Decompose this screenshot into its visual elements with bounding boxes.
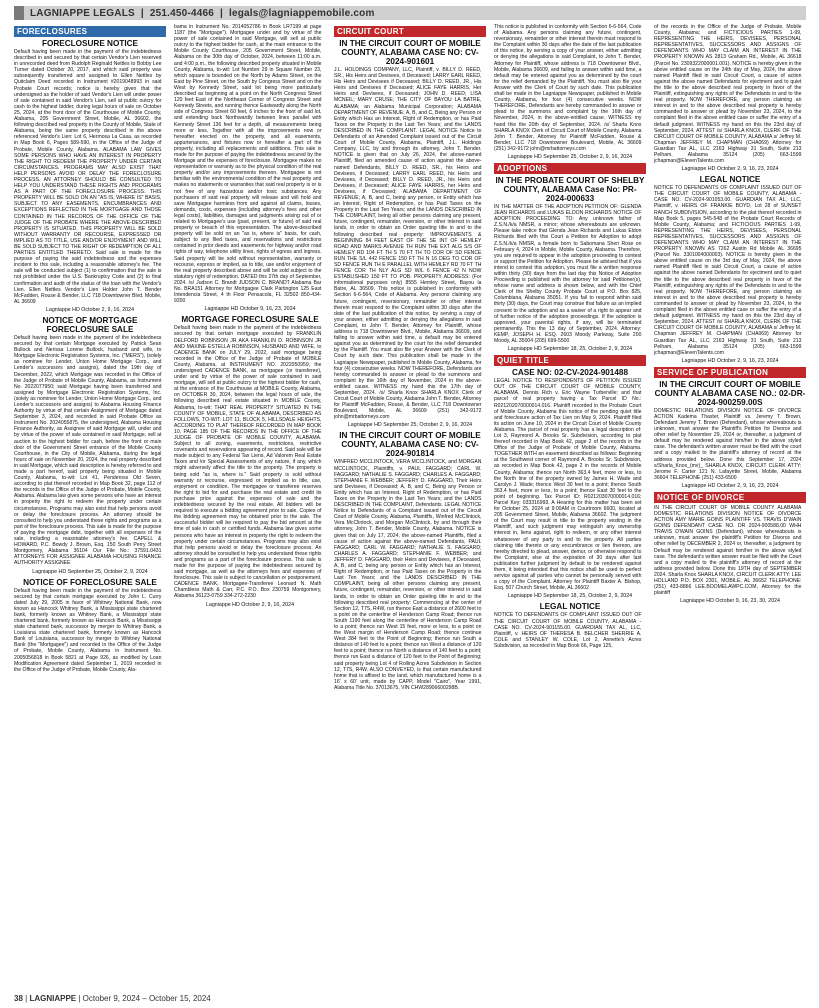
notice-title: NOTICE OF FORECLOSURE SALE: [23, 577, 157, 587]
notice-title: IN THE CIRCUIT COURT OF MOBILE COUNTY, ALABAMA CASE NO: CV-2024-901601: [339, 39, 481, 66]
page-header: [14, 6, 806, 20]
notice-title: IN THE PROBATE COURT OF SHELBY COUNTY, ALABAMA Case No: PR-2024-000633: [495, 175, 645, 203]
notice-body: Default having been made in the payment of the indebtedness secured by that certain Mortgage executed by Patrick Sean Bullock and Nerissa Lorene Bullock, husband and wife, to Mortgage Electronic Registration Systems, Inc. ("MERS"), (solely as nominee for Lender, Union Home Mortgage Corp., and Lender's successors and assigns), dated the 19th day of December, 2022, which Mortgage was recorded in the Office of the Judge of Probate of Mobile County, Alabama, as Instrument No. 2022077950; said Mortgage having been transferred and assigned by Mortgage Electronic Registration Systems, Inc. (solely as nominee for Lender, Union Home Mortgage Corp., and Lender's successors and assigns) to Alabama Housing Finance Authority by virtue of that certain Assignment of Mortgage dated September 3, 2024, and recorded in said Probate Office as Instrument No. 2024055875, the undersigned, Alabama Housing Finance Authority, as Assignee of said Mortgage will, under and by virtue of the power of sale contained in said Mortgage, sell at auction to the highest bidder for cash, before the front or main door of the Government Street entrance of the Mobile County Courthouse, in the City of Mobile, Alabama, during the legal hours of sale on November 20, 2024, the real property described in said Mortgage, which said description is hereby referred to and made a part hereof, said property being situated in Mobile County, Alabama, to-wit: Lot 41, Pendeross Old Seven, according to plat thereof recorded in Map Book 32, page 112 of the records in the Office of the Judge of Probate, Mobile County, Alabama. Alabama law gives some persons who have an interest in property the right to redeem the property under certain circumstances. Programs may also exist that help persons avoid or delay the foreclosure process. An attorney should be consulted to help you understand these rights and programs as a part of the foreclosure process. This sale is made for the purpose of paying the mortgage debt, together with all expenses of the sale, including a reasonable attorney's fee. CAPELL & HOWARD, P.C. Bowdy J. Brown, Esq. 150 South Perry Street Montgomery, Alabama 36104 Our File No.: 37591.0431 ATTORNEYS FOR ASSIGNEE ALABAMA HOUSING FINANCE AUTHORITY ASSIGNEE: [14, 334, 162, 567]
notice-body: Default having been made in the payment of the indebtedness secured by that certain mortgage executed by John L. Curry dated July 29, 2005 in favor of Whitney National Bank, now known as Hancock Whitney Bank, a Mississippi state chartered bank, formerly known as Whitney Bank, a Mississippi state chartered bank, formerly known as Hancock Bank, a Mississippi state chartered bank, successor by merger to Whitney Bank, a Louisiana state chartered bank, formerly known as Hancock Bank of Louisiana, successor by merger to Whitney National Bank (the "Mortgagee") and recorded in the Office of the Judge of Probate, Mobile County, Alabama in Instrument No. 2005056818 in Book 5821 at Page 926, as modified by Loan Modification Agreement dated September 1, 2019 recorded in the Office of the Judge of Probate, Mobile County, Ala-: [14, 587, 162, 673]
header-email: legals@lagniappemobile.com: [229, 7, 375, 19]
header-title: LAGNIAPPE LEGALS: [30, 7, 135, 19]
notice-body: of the records in the Office of the Judge of Probate, Mobile County, Alabama; and FICTICIOUS PARTIES 1-99, REPRESENTING THE HEIRS, DEVISEES, PERSONAL REPRESENTATIVES, SUCCESSORS AND ASSIGNS OF DEFENDANTS WHO MAY CLAIM AN INTEREST IN THE PROPERTY KNOWN AS 2813 Graham Rd., Mobile, AL 36618 (Parcel No. 2309322000001.001). NOTICE is hereby given in the above entitled cause on the 24th day of May, 2024, the above named Plaintiff filed in said Circuit Court, a cause of action against the above named Defendants for ejectment and to quiet the title to the above described real property in favor of the Plaintiff, extinguishing any rights of the Defendants in and to the real property. NOW THEREFORE, any person claiming an interest in and to the above described real property is hereby commanded to answer or plead by November 23, 2024, to the complaint filed in the above entitled case or suffer the entry of a default judgment. WITNESS my hand on this the 23rd day of September, 2024. ATTEST /s/ SHARLA KNOX, CLERK OF THE CIRCUIT COURT OF MOBILE COUNTY, ALABAMA s/ Jeffrey M. Chapman JEFFREY M. CHAPMAN (CHA069) Attorney for Guardian Tax AL, LLC 2163 Highway 31 South, Suite 213 Pelham, Alabama 35124 (205) 663-1599 jchapman@ElevenTalents.com: [654, 24, 802, 165]
publication-dates: Lagniappe HD September 25, October 2, 9, 16, 2024: [507, 153, 633, 160]
header-marker: [14, 6, 24, 20]
notice-title: CASE NO: 02-CV-2024-901488: [511, 368, 629, 378]
notice-body: Default having been made in the payment of the indebtedness secured by that certain mortgage executed by FRANKLIN DELFORD ROBINSON JR AKA FRANKLIN D. ROBINSON JR AND MAXINE ESTELLA ROBINSON, HUSBAND AND WIFE, to CADENCE BANK on JULY 29, 2022, said mortgage being recorded in the Office of the Judge of Probate of MOBILE County, Alabama, at INSTRUMENT NO. 2022050959, the undersigned CADENCE BANK, as mortgagee (or transferee), under and by virtue of the power of sale contained in said mortgage, will sell at public outcry to the highest bidder for cash, at the entrance of the Courthouse at MOBILE County, Alabama, on OCTOBER 30, 2024, between the legal hours of sale, the following described real estate situated in MOBILE County, Alabama, to-wit: THAT REAL PROPERTY SITUATED IN THE COUNTY OF MOBILE, STATE OF ALABAMA, DESCRIBED AS FOLLOWS, TO-WIT: LOT 11, BLOCK 5, HILLSDALE HEIGHTS, ACCORDING TO PLAT THEREOF RECORDED IN MAP BOOK 10, PAGE 185 OF THE RECORDS IN THE OFFICE OF THE JUDGE OF PROBATE OF MOBILE COUNTY, ALABAMA. Subject to all zoning, easements, restrictions, restrictive covenants and reservations appearing of record. Said sale will be made subject to any Federal Tax Liens, Ad Valorem Real Estate Taxes and /or Special Assessments of any nature, if any, which might adversely affect the title to the property. The property is being sold "as is, where is." Said property is sold without warranty or recourse, expressed or implied as to title, use, enjoyment or condition. The mortgagee or transferee reserves the right to bid for and purchase the real estate and credit its purchase price against the expenses of sale and the indebtedness secured by the real estate. All bidders will be required to execute a bidding agreement prior to sale. Copies of the bidding agreement may be obtained prior to the sale. The successful bidder will be required to pay the bid amount at the time of sale in cash or certified funds. Alabama law gives some persons who have an interest in property the right to redeem the property under certain circumstances. Programs may also exist that help persons avoid or delay the foreclosure process. An attorney should be consulted to help you understand these rights and programs as a part of the foreclosure process. This sale is made for the purpose of paying the indebtedness secured by said mortgage, as well as the attorneys fees and expenses of foreclosure. This sale is subject to cancellation or postponement. CADENCE BANK, Mortgagee-Transferee Leonard N. Math Chambless Math & Carr, P.C. P.O. Box 230759 Montgomery, Alabama 36123-0759 334-272-2230: [174, 325, 322, 600]
column-5: [654, 24, 806, 984]
issue-dates: October 9, 2024 – October 15, 2024: [82, 994, 211, 1003]
publication-dates: Lagniappe HD October 9, 16, 23, 2024: [204, 306, 296, 313]
header-phone: 251.450-4466: [149, 7, 214, 19]
page-footer: [14, 994, 211, 1003]
publication-dates: Lagniappe HD September 25, October 2, 9, 16, 2024: [347, 422, 473, 429]
footer-separator: |: [78, 994, 81, 1003]
column-4: [494, 24, 646, 984]
notice-body: WINFRED MCCLINTOCK, VERA MCCLINTOCK, and MORGAN MCCLINTOCK, Plaintiffs, v. PAUL FAGGARD; CARL W. FAGGARD; NATHALIE S. FAGGARD; CHARLES A. FAGGARD; STEPHANIE F. WEBBER; JEFFERY D. FAGGARD, Their Heirs and Devisees, if Deceased; A, B, and C, Being any Person or Entity which has an Interest, Right of Redemption, or has Paid Taxes on the Property in the Last Ten Years; and the LANDS DESCRIBED IN THE COMPLAINT, Defendants. LEGAL NOTICE Notice to Defendants of a Complaint issued out of the Circuit Court of Mobile County, Alabama, Plaintiffs, Winfred McClintock, Vera McClintock, and Morgan McClintock, by and through their attorney, John T. Bender, Mobile County, Alabama. NOTICE is given that on July 17, 2024, the above-named Plaintiffs, filed a cause of action against the above-named Defendants, PAUL FAGGARD; CARL W. FAGGARD; NATHALIE S. FAGGARD; CHARLES A. FAGGARD; STEPHANIE F. WEBBER; and JEFFERY D. FAGGARD, their Heirs and Devisees, if Deceased, A, B, and C, being any person or Entity which has an Interest, Right of Redemption, or has Paid Taxes on the Property in the Last Ten Years; and the LANDS DESCRIBED IN THE COMPLAINT, being all other persons claiming any present, future, contingent, remainder, reversion, or other interest in said lands, in order to obtain an Order quieting title in and to the following described real property: Commencing at the center of Section 12, T7S, R4W, run thence East a distance of 2600 feet to a point on the centerline of Henderson Camp Road; thence run South 1190 feet along the centerline of Henderson Camp Road to a point; thence run West 15 feet, more or less, to a point on the West margin of Henderson Camp Road; thence continue West 384 feet to the Point of Beginning; thence run South a distance of 140 feet to a point; thence run West a distance of 120 feet to a point; thence run North a distance of 140 feet to a point; thence run East a distance of 120 feet to the Point of Beginning; said property being Lot 4 of Rolling Acres Subdivision in Section 12, T7S, R4W. ALSO CONVEYED, is that certain manufactured home that is affixed to the land, which manufactured home is a 16' x 60' unit, made by CAPP, Model "Cairo", Year 1991, Alabama Title No. 37013675, VIN CHW28906600298B.: [334, 459, 482, 691]
notice-body: IN THE CIRCUIT COURT OF MOBILE COUNTY ALABAMA DOMESTIC RELATIONS DIVISION NOTICE OF DIVORCE ACTION AMY MARIE GOINS PLAINTIFF VS. TRAVIS D'WAIN GOINS DEFENDANT CASE NO. DR 2024-900588.00 WHH TRAVIS D'WAIN GOINS (Defendant), whose whereabouts is unknown, must answer the plaintiff's Petition for Divorce and other relief by DECEMBER 2, 2024 or, thereafter, a judgment by Default may be rendered against him/her in the above styled case. The defendant's written answer must be filed with the Court and a copy mailed to the plaintiff's attorney of record at the address provided below. Done this 19TH day of SEPTEMBER 2024. Sharla Knox SHARLA KNOX, CIRCUIT CLERK ATTY: LEE HOLLAND P.O. BOX 2301, MOBILE, AL 36652 TELEPHONE: (251) 433-8866 LEE.BOOMELAWPC.COM, Attorney for the plaintiff: [654, 504, 802, 597]
publication-dates: Lagniappe HD October 2, 9, 16, 23, 2024: [681, 357, 779, 364]
publication-dates: Lagniappe HD October 2, 9, 16, 23, 2024: [681, 166, 779, 173]
notice-title: LEGAL NOTICE: [699, 175, 761, 185]
notice-body: Default having been made in the payment of the indebtedness described in and secured by that certain Vendor's Lien reserved in unrecorded deed from Rudolph Reginald Nettles to Bobby Lee Turner dated October 20, 2017, and which said property was subsequently transferred and assigned to Ellen Nettles by Quitclaim Deed recorded in Instrument #2019048993 in said Probate Court records; notice is hereby given that the undersigned as the holder of said Vendor's Lien will under power of sale contained in said Vendor's Lien, sell at public outcry for cash to the highest bidder, during legal hours of sale on October 25, 2024, at the front door of the Courthouse of Mobile County, Alabama, 205 Government Street, Mobile, AL 36602, the following described real property in the County of Mobile, State of Alabama, being the same property described in the above referenced Vendor's Lien: Lot 6, Hermosa La Casa, as recorded in Map Book 6, Pages 589-590, in the Office of the Judge of Probate, Mobile County, Alabama. ALABAMA LAW GIVES SOME PERSONS WHO HAVE AN INTEREST IN PROPERTY THE RIGHT TO REDEEM THE PROPERTY UNDER CERTAIN CIRCUMSTANCES. PROGRAMS MAY ALSO EXIST THAT HELP PERSONS AVOID OR DELAY THE FORECLOSURE PROCESS. AN ATTORNEY SHOULD BE CONSULTED TO HELP YOU UNDERSTAND THESE RIGHTS AND PROGRAMS AS A PART OF THE FORECLOSURE PROCESS. THIS PROPERTY WILL BE SOLD ON AN "AS IS, WHERE IS" BASIS, SUBJECT TO ANY EASEMENTS, ENCUMBRANCES AND EXCEPTIONS REFLECTED IN THE MORTGAGE AND THOSE CONTAINED IN THE RECORDS OF THE OFFICE OF THE JUDGE OF THE PROBATE WHERE THE ABOVE-DESCRIBED PROPERTY IS SITUATED. THIS PROPERTY WILL BE SOLD WITHOUT WARRANTY OR RECOURSE, EXPRESSED OR IMPLIED AS TO TITLE, USE AND/OR ENJOYMENT AND WILL BE SOLD SUBJECT TO THE RIGHT OF REDEMPTION OF ALL PARTIES ENTITLED THERETO. Said sale is made for the purpose of paying the said indebtedness and the expenses incident to this sale, including a reasonable attorney's fee. The sale will be conducted subject (1) to confirmation that the sale is not prohibited under the U.S. Bankruptcy Code and (2) to final confirmation and audit of the status of the loan with the Vendor's Lien. Ellen Nettles Vendor's Lien Holder John T. Bender McFadden, Rouse & Bender, LLC 718 Downtowner Blvd. Mobile, AL 36609: [14, 49, 162, 305]
publication-dates: Lagniappe HD September 18, 25, October 2, 9, 2024: [507, 593, 633, 600]
publication-dates: Lagniappe HD October 2, 9, 16, 23, 2024: [681, 482, 779, 489]
notice-title: IN THE CIRCUIT COURT OF MOBILE COUNTY, ALABAMA CASE NO: CV-2024-901814: [339, 431, 481, 459]
column-3: [334, 24, 486, 984]
column-2: [174, 24, 326, 984]
notice-body: DOMESTIC RELATIONS DIVISION NOTICE OF DIVORCE ACTION Kadema Thaxter, Plaintiff vs. Jeremy T. Brown, Defendant Jeremy T. Brown (Defendant), whose whereabouts is unknown, must answer the Plaintiff's Petition for Divorce and other relief by November 29, 2024 or, thereafter, a judgment of default may be rendered against him/her in the above styled case. The defendant's written answer must be filed with the court and a copy mailed to the plaintiff's attorney of record at the address provided below. Done this September 17, 2024 s/Sharla_Knox_(mv)_ SHARLA KNOX, CIRCUIT CLERK ATTY: Jerome F. Carter 121 N. Lafayette Street, Mobile, Alabama 36604 TELEPHONE (251) 433-6500: [654, 407, 802, 481]
publication-dates: Lagniappe HD September 25, October 2, 9, 2024: [32, 568, 148, 575]
notice-body: NOTICE TO DEFENDANTS OF COMPLAINT ISSUED OUT OF THE CIRCUIT COURT OF MOBILE COUNTY, ALABAMA - CASE NO. CV-2024-901155.00. GUARDIAN TAX AL, LLC, Plaintiff, v. HEIRS OF THERESA B. BELCHER SHERRIE A. COLE and STANLEY W. COLE, Lot 2, Annette's Acres Subdivision, as recorded in Map Book 66, Page 125,: [494, 612, 642, 649]
notice-body: This notice is published in conformity with Section 6-6-564, Code of Alabama. Any persons claiming any future, contingent, reversionary, remainder or other interest therein must respond to the Complaint within 30 days after the date of the last publication of this notice, by serving a copy of your answer, either admitting or denying the allegations in said Complaint, to John T. Bender, Attorney for Plaintiff, whose address is 718 Downtowner Blvd., Mobile, Alabama 36609, and failing to answer within said time, a default may be entered against you as determined by the court for the relief demanded by the Plaintiff. You must also file your Answer with the Clerk of Court by such date. This publication shall be made in the Lagniappe Newspaper, published in Mobile County, Alabama, for four (4) consecutive weeks. NOW THEREFORE, Defendants are hereby commanded to answer or plead to the summons and complaint by the 16th day of November, 2024, in the above-entitled cause. WITNESS my hand this the 20th day of September, 2024. /s/ Sharla Knox SHARLA KNOX Clerk of Circuit Court of Mobile County, Alabama John T. Bender, Attorney for Plaintiff McFadden, Rouse & Bender, LLC 718 Downtowner Boulevard, Mobile, AL 36609 (251) 342-9172 john@mrbattorneys.com: [494, 24, 642, 152]
publication-dates: Lagniappe HD October 2, 9, 16, 2024: [45, 306, 135, 313]
section-header: ADOPTIONS: [494, 163, 646, 174]
publication-dates: Lagniappe HD October 2, 9, 16, 2024: [205, 601, 295, 608]
header-separator: |: [220, 7, 223, 19]
notice-title: IN THE CIRCUIT COURT OF MOBILE COUNTY ALABAMA CASE NO.: 02-DR-2024-900259.00S: [654, 379, 806, 407]
notice-title: LEGAL NOTICE: [539, 602, 601, 612]
section-header: NOTICE OF DIVORCE: [654, 492, 806, 503]
notice-body: J.L. HOLDINGS COMPANY, LLC, Plaintiff, v. BILLY D. REED, SR., His Heirs and Devisees, if Deceased; LARRY EARL REED, His Heirs and Devisees if Deceased; BILLY D. REED, JR., His Heirs and Devisees if Deceased; ALICE FAYE HARRIS, Her Heirs and Devisees, if Deceased; JOHN D. REED; LISA MCNEIL; MARY CRUSE; THE CITY OF BAYOU LA BATRE, ALABAMA; an Alabama Municipal Corporation; ALABAMA DEPARTMENT OF REVENUE; A, B, and C, Being any Person or Entity which Has an Interest, Right of Redemption, or has Paid Taxes on the Property in the Last Ten Years; and the LANDS DESCRIBED IN THE COMPLAINT. LEGAL NOTICE Notice to Defendants of an Amended Complaint issued out of the Circuit Court of Mobile County, Alabama, Plaintiff, J.L. Holdings Company, LLC, by and through its attorney, John T. Bender. NOTICE is given that on July 26, 2024, the above-named Plaintiff, filed an amended cause of action against the above-named Defendants, BILLY D. REED, SR., his Heirs and Devisees, if Deceased; LARRY EARL REED, his Heirs and Devisees, if Deceased; BILLY D. REED, JR., his Heirs and Devisees, if Deceased; ALICE FAYE HARRIS, her Heirs and Devisees, if Deceased; ALABAMA DEPARTMENT OF REVENUE; A, B, and C, being any person, or Entity which has an Interest, Right of Redemption, or has Paid Taxes on the Property in the Last Ten Years; and the LANDS DESCRIBED IN THE COMPLAINT, being all other persons claiming any present, future, contingent, remainder, reversion, or other interest in said lands, in order to obtain an Order quieting title in and to the following described real property: IMPROVEMENTS & BEGINNING 84 FEET EAST OF THE SE INT OF HEMLEY ROAD AND MARKS AVENUE TH RUN THE EXT ALG S/S OF HEMLEY RD 104 FT TH S 70 FT TH TO COR OF SD FENCE RUN THE S/L 442 FENCE 150 FT TH N 16 DEG TO COR OF SD FENCE RUN TH E PARALLEL WITH HEMLEY RD 70 FT TH FENCE COR TH NLY ALG SD W/L 6 FENCE 42 N NOW ESTABLISHED 150 FT TO POB. PROPERTY ADDRESS: (For informational purposes only) 8555 Hemley Street, Bayou la Batre, AL 36509. This notice is published in conformity with Section 6-6-564, Code of Alabama. Any persons claiming any future, contingent, reversionary, remainder or other interest therein must respond to the Complaint within 30 days after the date of the last publication of this notice, by serving a copy of your answer, either admitting or denying the allegations in said Complaint, to John T. Bender, Attorney for Plaintiff, whose address is 718 Downtowner Blvd., Mobile, Alabama 36609, and failing to answer within said time, a default may be entered against you as determined by the court for the relief demanded by the Plaintiff. You must also file your Answer with the Clerk of Court by such date. This publication shall be made in the Lagniappe Newspaper, published in Mobile County, Alabama, for four (4) consecutive weeks. NOW THEREFORE, Defendants are hereby commanded to answer or plead to the summons and complaint by the 16th day of November, 2024 in the above-entitled cause. WITNESS my hand this the 17th day of September, 2024. /s/ Sharla Knox SHARLA KNOX Clerk of Circuit Court of Mobile County, Alabama John T. Bender, Attorney for Plaintiff McFadden, Rouse, & Bender, LLC 718 Downtowner Boulevard, Mobile, AL 36609 (251) 342-9172 john@mrbattorneys.com: [334, 67, 482, 421]
notice-body: LEGAL NOTICE TO RESPONDENTS OF PETITION ISSUED OUT OF THE CIRCUIT COURT OF MOBILE COUNTY, ALABAMA. Dennis Rich v. Eric Wayne Turberville; and that parcel of real property having a Tax Parcel ID No.: R021202070000014.016. Plaintiff recorded in the Probate Court of Mobile County, Alabama this notice of the pending quiet title and foreclosure action of Tax Lien on May 9, 2024. Plaintiff filed its action on June 10, 2024 in the Circuit Court of Mobile County Alabama. The parcel of real property has a legal description of: Lot 3, Raymond A. Brooks Sr. Subdivision, according to plat thereof recorded in Map Book 42, page 2 of the records in the Office of the Judge of Probate of Mobile County, Alabama. TOGETHER WITH an easement described as follows: Beginning at the Southwest corner of Raymond A. Brooks Sr. Subdivision, as recorded in Map Book 42, page 2 in the records of Mobile County, Alabama; thence run North 363.4 feet, more or less, to the North line of the property owned by James H. Wade and Carolyn J. Wade; thence West 30 feet to a point; thence South 363.4 feet, more or less, to a point; thence East 30 feet to the point of beginning. Tax Parcel ID: R021203070000014.016; Parcel Key: 033316993. A Hearing for this matter has been set for October 25, 2024 at 9:00AM in Courtroom 6600, located at 205 Government Street, Mobile, Alabama 36602. The judgment of the Court may result in title to the property vesting in the Plaintiff, and such judgment may extinguish any ownership interest in, liens against, right to redeem, or any other interest whatsoever of any party in and to the property. All parties claiming title thereto or any encumbrance or lien thereon, are hereby directed to plead, answer, demur, or otherwise respond to the Complaint, else at the expiration of 30 days after last publication further judgment by default to be rendered against them, it being intended that this notice shall be used to perfect service against all parties who cannot be personally served with a copy of the Complaint. Attorney for Plaintiff Baxter A. Bishop, Esq. 507 Church Street, Mobile, AL 36602: [494, 378, 642, 592]
section-header: SERVICE OF PUBLICATION: [654, 367, 806, 378]
section-header: FORECLOSURES: [14, 26, 166, 37]
publication-name: LAGNIAPPE: [29, 994, 77, 1003]
notice-body: bama in Instrument No. 2014052786 in Book LR7199 at page 1187 (the "Mortgage"). Mortgagee under and by virtue of the power of sale contained in said Mortgage, will sell at public outcry to the highest bidder for cash, at the main entrance to the Mobile County Courthouse, 205 Government Street, Mobile, Alabama on the 30th day of October, 2024, between 11:00 a.m. and 4:00 p.m., the following described property situated in Mobile County, Alabama, to-wit: Lot Number 29 in Square Number 23, which square is bounded on the North by Adams Street, on the East by Pine Street, on the South by Congress Street and on the West by Kennedy Street, said lot being more particularly described as beginning at a point on the North Congress Street 120 feet East of the Northeast Corner of Congress Street and Kennedy Streets, and running thence Eastwardly along the North side of Congress Street 60 feet, 6 inches to the front of said lot, and extending back Northwardly between lines parallel with Kennedy Street 136 feet for a depth, all measurements being more or less. Together with all the improvements now or hereafter erected on the property, and all easements, appurtenances, and fixtures now or hereafter a part of the property, including all replacements and additions. This sale is made for the purpose of paying the indebtedness secured by the Mortgage and the expenses of foreclosure. Mortgagee makes no representation or warranty as to the physical condition of the real property and/or any improvements thereon. Mortgagee is not familiar with the environmental condition of the real property and makes no statements or warranties that said real property is or is not free of any hazardous and/or toxic substances. Any purchasers of said real property will release and will hold and save Mortgagee harmless from and against all claims, losses, demands, costs, expenses (including attorney's fees and other legal costs), liabilities, damages and judgments arising out of or related to Mortgagee's use (past, present, or future) of said real property or breach of this representation. The above-described property will be sold on an "as is, where is" basis, for cash, subject to any filed taxes, and reservations and restrictions contained in prior deeds and easements for highway and/or road rights of way, telephone utility lines, rights of egress and ingress. Said property will be sold without representation, warranty or recourse, express or implied, as to title, use and/or enjoyment of the real property described above and will be sold subject to the statutory right of redemption. DATED this 27th day of September, 2024. /s/ Judson C. Brandt JUDSON C. BRANDT Alabama Bar No. BRA151 Attorney for Mortgagee Clark Partington 125 East Intendencia Street, 4 th Floor Pensacola, FL 32502 850-434-9200: [174, 24, 322, 305]
publication-dates: Lagniappe HD September 18, 25, October 2, 9, 2024: [507, 346, 633, 353]
notice-title: FORECLOSURE NOTICE: [42, 39, 138, 48]
publication-dates: Lagniappe HD October 9, 16, 23, 30, 2024: [680, 598, 780, 605]
notice-title: NOTICE OF MORTGAGE FORECLOSURE SALE: [42, 315, 138, 334]
section-header: QUIET TITLE: [494, 355, 646, 366]
header-separator: |: [140, 7, 144, 19]
notice-title: MORTGAGE FORECLOSURE SALE: [181, 315, 319, 325]
notice-body: IN THE MATTER OF THE ADOPTION PETITION OF: GLENDA JEAN RICHARDS and LUKAS ELDON RICHARDS NOTICE OF ADOPTION PROCEEDING TO: Any unknown father of Z.S.N./k/a NMSR, a minor; whose whereabouts are unknown. Please take notice that Glenda Jean Richards and Lukas Eldon Richards filed with this Court a Petition for Adoption to adopt Z.S.N./k/a NMSR, a female born to Sabomana Sheri Rose on February 4, 2024 in Mobile, Mobile County, Alabama. Therefore, you are required to appear in the adoption proceeding to contest or support the Petition for Adoption. Please be advised that if you intend to contest this adoption, you must file a written response within thirty (30) days from the last day this Notice of Adoption Proceeding is published with the attorney for said Petitioner(s), whose name and address is shown below, and with the Chief Clerk of the Shelby County Probate Court at P.O. Box 825, Columbiana, Alabama 35051. If you fail to respond within said thirty (30) days, the Court may construe that failure as an implied consent to the adoption and as a waiver of a right to appear and of further notice of the adoption proceedings. If the adoption is approved, your parental rights, if any, will be terminated permanently. This the 13 day of September, 2024. Attorney: KEMP, JOSEPH H. ESQ. 2603 Moody Parkway, Suite 200 Moody, AL 35004 (205) 699-5500: [494, 203, 642, 345]
footer-separator: |: [25, 994, 28, 1003]
column-1: [14, 24, 166, 984]
page-number: 38: [14, 994, 23, 1003]
notice-body: NOTICE TO DEFENDANTS OF COMPLAINT ISSUED OUT OF THE CIRCUIT COURT OF MOBILE COUNTY, ALABAMA - CASE NO. CV-2024-901053.00. GUARDIAN TAX AL, LLC, Plaintiff, v. HEIRS OF FRANKIE BOYD, Lot 28 of SUNSET RANCH SUBDIVISION, according to the plat thereof recorded in Map Book 5, pages 545-548 of the Probate Court Records of Mobile County, Alabama; and FICTICIOUS PARTIES 1-99, REPRESENTING THE HEIRS, DEVISEES, PERSONAL REPRESENTATIVES, SUCCESSORS AND ASSIGNS OF DEFENDANTS WHO MAY CLAIM AN INTEREST IN THE PROPERTY KNOWN AS 7262 Austin Rd Mobile AL 36695 (Parcel No. 3301004000003). NOTICE is hereby given in the above entitled cause on the 3rd day of May, 2024, the above named Plaintiff filed in said Circuit Court, a cause of action against the above named Defendants for ejectment and to quiet the title to the above described real property in favor of the Plaintiff, extinguishing any rights of the Defendants in and to the real property. NOW THEREFORE, any person claiming an interest in and to the above described real property is hereby commanded to answer or plead by November 23, 2024, to the complaint filed in the above entitled case or suffer the entry of a default judgment. WITNESS my hand on this the 23rd day of September, 2024. ATTEST /s/ SHARLA KNOX, CLERK OF THE CIRCUIT COURT OF MOBILE COUNTY, ALABAMA s/ Jeffrey M. Chapman JEFFREY M. CHAPMAN (CHA069) Attorney for Guardian Tax AL, LLC 2163 Highway 31 South, Suite 213 Pelham, Alabama 35124 (205) 663-1599 jchapman@ElevenTalents.com: [654, 185, 802, 356]
section-header: CIRCUIT COURT: [334, 26, 486, 37]
